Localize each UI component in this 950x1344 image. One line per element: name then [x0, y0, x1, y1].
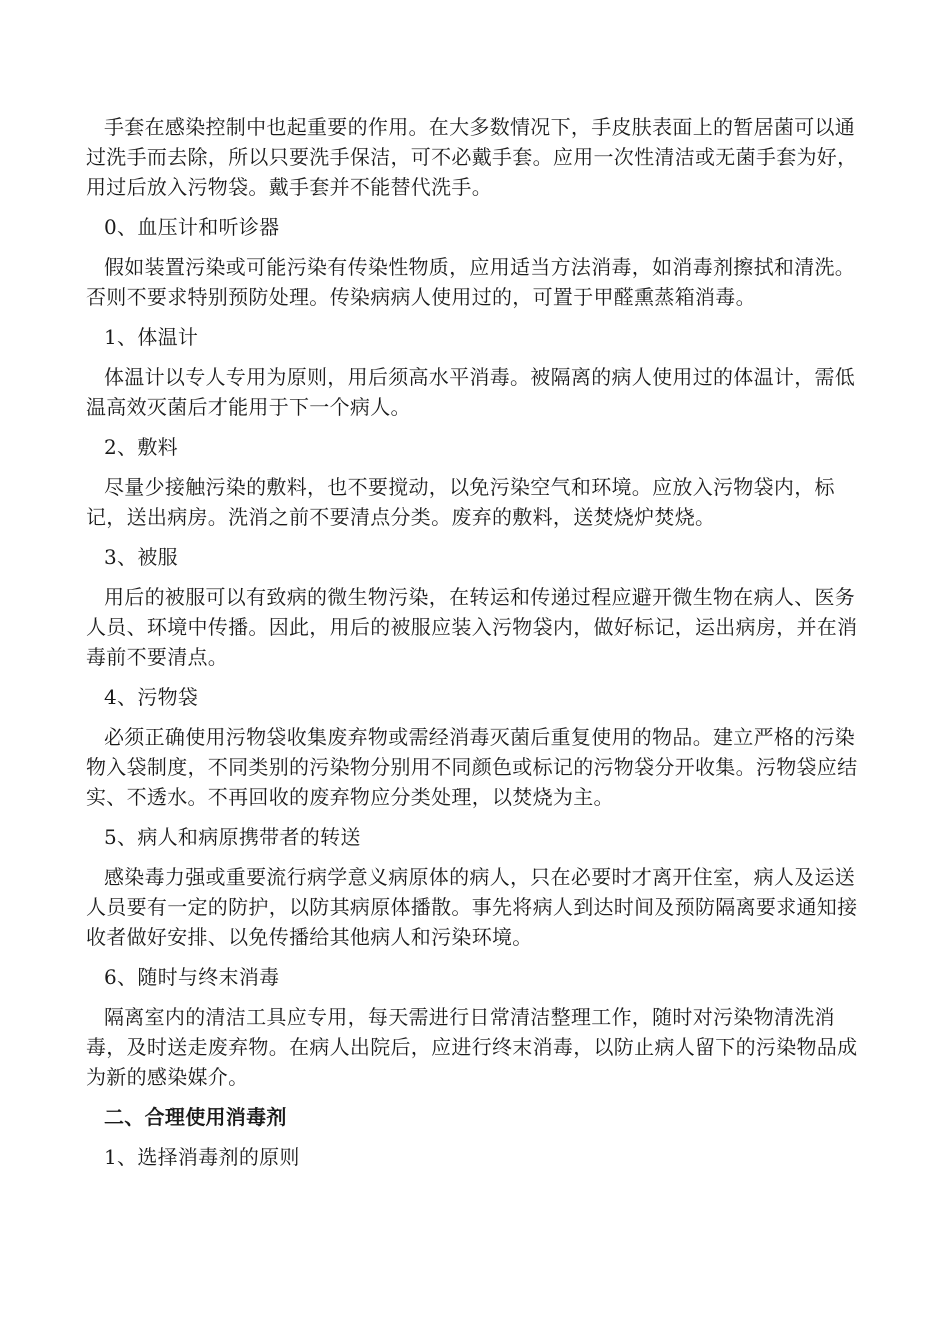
paragraph-bedding: 用后的被服可以有致病的微生物污染，在转运和传递过程应避开微生物在病人、医务人员、环境中传播。因此，用后的被服应装入污物袋内，做好标记，运出病房，并在消毒前不要清点。: [86, 585, 858, 669]
paragraph-waste-bag: 必须正确使用污物袋收集废弃物或需经消毒灭菌后重复使用的物品。建立严格的污染物入袋制度，不同类别的污染物分别用不同颜色或标记的污物袋分开收集。污物袋应结实、不透水。不再回收的废弃物应分类处理，以焚烧为主。: [86, 725, 858, 809]
paragraph-patient-transfer: 感染毒力强或重要流行病学意义病原体的病人，只在必要时才离开住室，病人及运送人员要有一定的防护，以防其病原体播散。事先将病人到达时间及预防隔离要求通知接收者做好安排、以免传播给其他病人和污染环境。: [86, 865, 858, 949]
heading-waste-bag: 4、污物袋: [104, 685, 199, 709]
heading-bedding: 3、被服: [104, 545, 178, 569]
paragraph-dressings: 尽量少接触污染的敷料，也不要搅动，以免污染空气和环境。应放入污物袋内，标记，送出病房。洗消之前不要清点分类。废弃的敷料，送焚烧炉焚烧。: [86, 475, 835, 529]
heading-sphygmomanometer: 0、血压计和听诊器: [104, 215, 280, 239]
paragraph-sphygmomanometer: 假如装置污染或可能污染有传染性物质，应用适当方法消毒，如消毒剂擦拭和清洗。否则不要求特别预防处理。传染病病人使用过的，可置于甲醛熏蒸箱消毒。: [86, 255, 856, 309]
heading-disinfectant-principles: 1、选择消毒剂的原则: [104, 1145, 300, 1169]
paragraph-thermometer: 体温计以专人专用为原则，用后须高水平消毒。被隔离的病人使用过的体温计，需低温高效灭菌后才能用于下一个病人。: [86, 365, 856, 419]
document-page: [86, 112, 866, 1182]
heading-thermometer: 1、体温计: [104, 325, 199, 349]
section-title-disinfectant-use: 二、合理使用消毒剂: [104, 1105, 287, 1129]
paragraph-disinfection: 隔离室内的清洁工具应专用，每天需进行日常清洁整理工作，随时对污染物清洗消毒，及时送走废弃物。在病人出院后，应进行终末消毒，以防止病人留下的污染物品成为新的感染媒介。: [86, 1005, 858, 1089]
heading-dressings: 2、敷料: [104, 435, 178, 459]
heading-disinfection: 6、随时与终末消毒: [104, 965, 280, 989]
heading-patient-transfer: 5、病人和病原携带者的转送: [104, 825, 361, 849]
paragraph-gloves: 手套在感染控制中也起重要的作用。在大多数情况下，手皮肤表面上的暂居菌可以通过洗手而去除，所以只要洗手保洁，可不必戴手套。应用一次性清洁或无菌手套为好，用过后放入污物袋。戴手套并不能替代洗手。: [86, 115, 858, 199]
